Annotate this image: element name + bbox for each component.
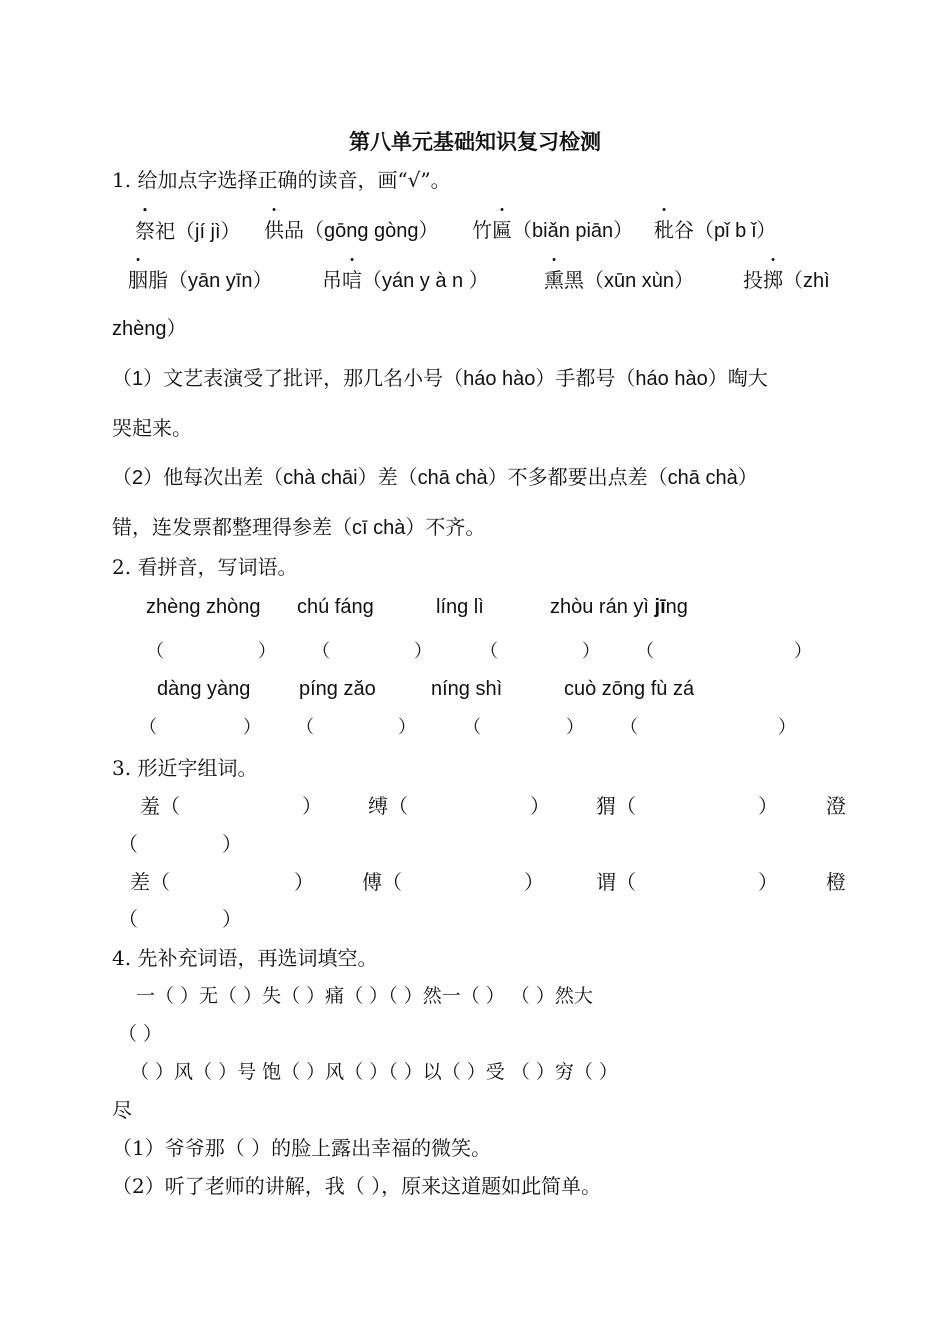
emphasis-dot: 秕 xyxy=(654,220,674,242)
q3-char-close: ） xyxy=(222,907,242,931)
q1-item: 投掷（zhì xyxy=(743,270,830,292)
q1-item: 竹匾（biǎn piān） xyxy=(472,220,634,242)
q3-char-open: 傅（ xyxy=(362,870,402,894)
answer-box-close: ） xyxy=(258,641,276,662)
q3-char-open: 差（ xyxy=(130,870,170,894)
q1-item: 祭祀（jí jì） xyxy=(135,219,241,243)
pinyin-label: dàng yàng xyxy=(157,678,251,700)
q3-char-open: （ xyxy=(118,907,138,931)
answer-box-close: ） xyxy=(398,717,416,738)
pinyin-label: chú fáng xyxy=(297,596,374,618)
q1-heading: 1. 给加点字选择正确的读音，画“√”。 xyxy=(112,168,451,192)
q3-char-open: 缚（ xyxy=(368,794,408,818)
q1-item: 胭脂（yān yīn） xyxy=(128,270,273,292)
answer-box-close: ） xyxy=(794,641,812,662)
q1-sentence-2: （2）他每次出差（chà chāi）差（chā chà）不多都要出点差（chā chà） xyxy=(112,467,758,489)
q3-char-open: 羞（ xyxy=(140,794,180,818)
answer-box-open: （ xyxy=(636,641,654,662)
q4-idiom-row-cont: 尽 xyxy=(112,1098,132,1122)
q1-sentence-2-cont: 错，连发票都整理得参差（cī chà）不齐。 xyxy=(112,517,486,539)
answer-box-close: ） xyxy=(243,717,261,738)
answer-box-open: （ xyxy=(312,641,330,662)
answer-box-open: （ xyxy=(480,641,498,662)
pinyin-label: zhèng zhòng xyxy=(146,596,261,618)
pinyin-label: píng zǎo xyxy=(299,678,376,700)
q3-char-close: ） xyxy=(530,794,550,818)
emphasis-dot: 供 xyxy=(264,220,284,242)
answer-box-close: ） xyxy=(582,641,600,662)
q3-char-open: （ xyxy=(118,832,138,856)
answer-box-open: （ xyxy=(146,641,164,662)
q3-char-close: ） xyxy=(222,832,242,856)
q4-heading: 4. 先补充词语，再选词填空。 xyxy=(112,946,378,970)
q2-heading: 2. 看拼音，写词语。 xyxy=(112,555,298,579)
pinyin-label: níng shì xyxy=(431,678,503,700)
q4-idiom-row: （ ）风（ ）号 饱（ ）风（ ）（ ）以（ ）受 （ ）穷（ ） xyxy=(130,1061,618,1083)
q3-char-close: ） xyxy=(294,870,314,894)
q3-heading: 3. 形近字组词。 xyxy=(112,756,258,780)
answer-box-open: （ xyxy=(139,717,157,738)
q3-char: 橙 xyxy=(826,870,846,894)
q1-item: 熏黑（xūn xùn） xyxy=(544,270,695,292)
q3-char-open: 谓（ xyxy=(596,870,636,894)
pinyin-label: zhòu rán yì jīng xyxy=(550,596,688,618)
q1-item-cont: zhèng） xyxy=(112,318,187,340)
answer-box-open: （ xyxy=(296,717,314,738)
answer-box-close: ） xyxy=(778,717,796,738)
q3-char-close: ） xyxy=(302,794,322,818)
emphasis-dot: 祭 xyxy=(135,219,155,243)
emphasis-dot: 唁 xyxy=(342,270,362,292)
answer-box-close: ） xyxy=(414,641,432,662)
q3-char-close: ） xyxy=(758,870,778,894)
answer-box-open: （ xyxy=(620,717,638,738)
pinyin-label: cuò zōng fù zá xyxy=(564,678,695,700)
q1-sentence-1: （1）文艺表演受了批评，那几名小号（háo hào）手都号（háo hào）啕大 xyxy=(112,368,768,390)
answer-box-close: ） xyxy=(566,717,584,738)
page-title: 第八单元基础知识复习检测 xyxy=(349,130,601,154)
q3-char-close: ） xyxy=(524,870,544,894)
q4-idiom-row: 一（ ）无（ ）失（ ）痛（ ）（ ）然一（ ） （ ）然大 xyxy=(136,985,593,1007)
q1-item: 秕谷（pǐ b ǐ） xyxy=(654,220,777,242)
emphasis-dot: 匾 xyxy=(492,220,512,242)
q4-sentence-2: （2）听了老师的讲解，我（ ），原来这道题如此简单。 xyxy=(112,1174,602,1198)
q3-char-close: ） xyxy=(758,794,778,818)
emphasis-dot: 胭 xyxy=(128,270,148,292)
q4-sentence-1: （1）爷爷那（ ）的脸上露出幸福的微笑。 xyxy=(112,1136,492,1160)
emphasis-dot: 熏 xyxy=(544,270,564,292)
q4-idiom-row-cont: （ ） xyxy=(118,1023,163,1045)
q1-item: 吊唁（yán y à n ） xyxy=(322,270,489,292)
pinyin-label: líng lì xyxy=(436,596,484,618)
q1-item: 供品（gōng gòng） xyxy=(264,220,439,242)
q3-char-open: 猬（ xyxy=(596,794,636,818)
answer-box-open: （ xyxy=(463,717,481,738)
q3-char: 澄 xyxy=(826,794,846,818)
emphasis-dot: 掷 xyxy=(763,270,783,292)
q1-sentence-1-cont: 哭起来。 xyxy=(112,416,192,440)
